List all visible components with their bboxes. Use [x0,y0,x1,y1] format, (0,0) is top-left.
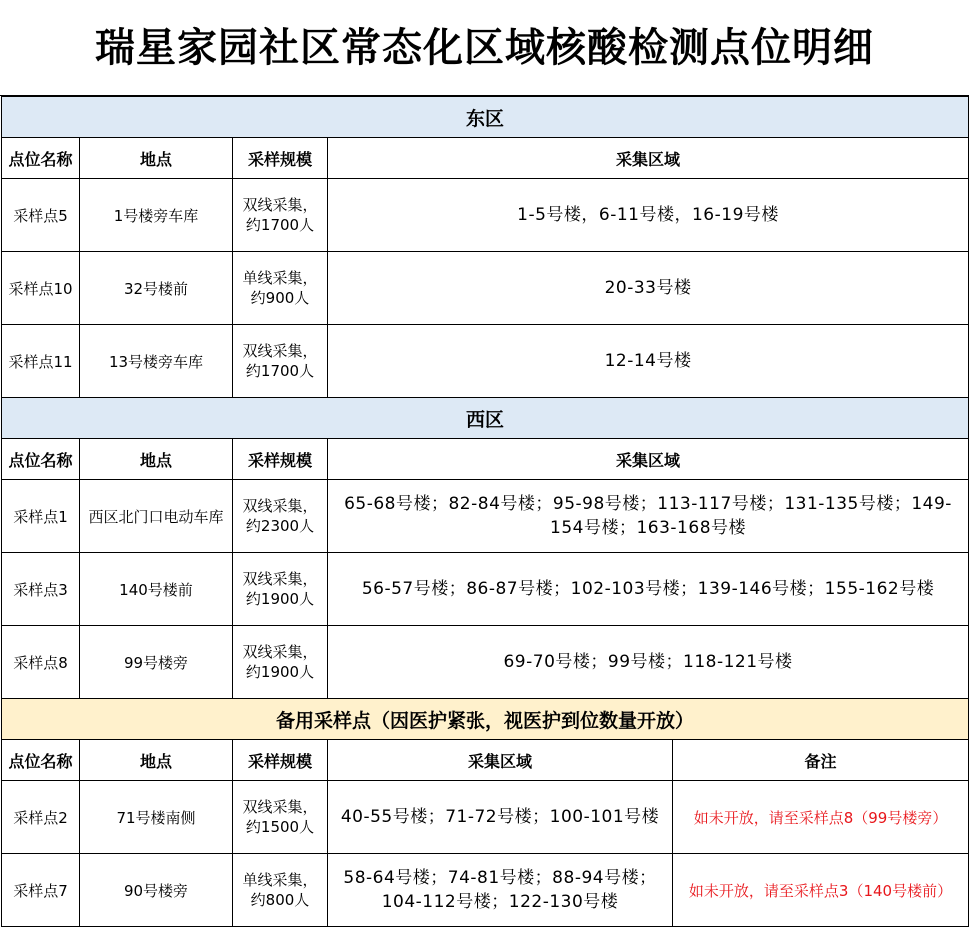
site-place: 90号楼旁 [80,854,233,927]
header-scale: 采样规模 [233,740,328,781]
header-area: 采集区域 [328,439,969,480]
test-sites-table [1,96,969,927]
site-name: 采样点10 [2,252,80,325]
site-name: 采样点2 [2,781,80,854]
site-scale: 双线采集， 约1700人 [233,325,328,398]
site-place: 99号楼旁 [80,626,233,699]
site-scale: 双线采集， 约1700人 [233,179,328,252]
table-row [2,480,969,553]
table-header [2,439,969,480]
site-name: 采样点8 [2,626,80,699]
table-row [2,179,969,252]
site-area: 40-55号楼；71-72号楼；100-101号楼 [328,781,673,854]
site-area: 56-57号楼；86-87号楼；102-103号楼；139-146号楼；155-162号楼 [328,553,969,626]
header-area: 采集区域 [328,138,969,179]
header-place: 地点 [80,439,233,480]
site-area: 20-33号楼 [328,252,969,325]
header-area: 采集区域 [328,740,673,781]
site-place: 71号楼南侧 [80,781,233,854]
site-place: 1号楼旁车库 [80,179,233,252]
table-row [2,854,969,927]
header-scale: 采样规模 [233,439,328,480]
header-note: 备注 [673,740,969,781]
site-scale: 双线采集， 约1900人 [233,553,328,626]
site-note: 如未开放，请至采样点8（99号楼旁） [673,781,969,854]
site-place: 32号楼前 [80,252,233,325]
site-scale: 双线采集， 约1900人 [233,626,328,699]
section-title-west: 西区 [2,398,969,439]
table-row [2,325,969,398]
table-header [2,138,969,179]
site-name: 采样点3 [2,553,80,626]
site-place: 13号楼旁车库 [80,325,233,398]
table-row [2,553,969,626]
site-area: 1-5号楼，6-11号楼，16-19号楼 [328,179,969,252]
site-area: 65-68号楼；82-84号楼；95-98号楼；113-117号楼；131-135号楼；149- 154号楼；163-168号楼 [328,480,969,553]
header-place: 地点 [80,138,233,179]
site-area: 12-14号楼 [328,325,969,398]
table-row [2,626,969,699]
section-title-backup: 备用采样点（因医护紧张，视医护到位数量开放） [2,699,969,740]
header-name: 点位名称 [2,740,80,781]
site-scale: 单线采集， 约900人 [233,252,328,325]
site-name: 采样点5 [2,179,80,252]
site-name: 采样点1 [2,480,80,553]
table-row [2,781,969,854]
site-scale: 单线采集， 约800人 [233,854,328,927]
header-name: 点位名称 [2,439,80,480]
site-name: 采样点11 [2,325,80,398]
header-place: 地点 [80,740,233,781]
site-area: 58-64号楼；74-81号楼；88-94号楼； 104-112号楼；122-130号楼 [328,854,673,927]
site-scale: 双线采集， 约1500人 [233,781,328,854]
page-title: 瑞星家园社区常态化区域核酸检测点位明细 [0,0,969,96]
table-header [2,740,969,781]
header-scale: 采样规模 [233,138,328,179]
site-area: 69-70号楼；99号楼；118-121号楼 [328,626,969,699]
site-place: 西区北门口电动车库 [80,480,233,553]
section-title-east: 东区 [2,97,969,138]
site-scale: 双线采集， 约2300人 [233,480,328,553]
site-name: 采样点7 [2,854,80,927]
site-note: 如未开放，请至采样点3（140号楼前） [673,854,969,927]
site-place: 140号楼前 [80,553,233,626]
header-name: 点位名称 [2,138,80,179]
table-row [2,252,969,325]
